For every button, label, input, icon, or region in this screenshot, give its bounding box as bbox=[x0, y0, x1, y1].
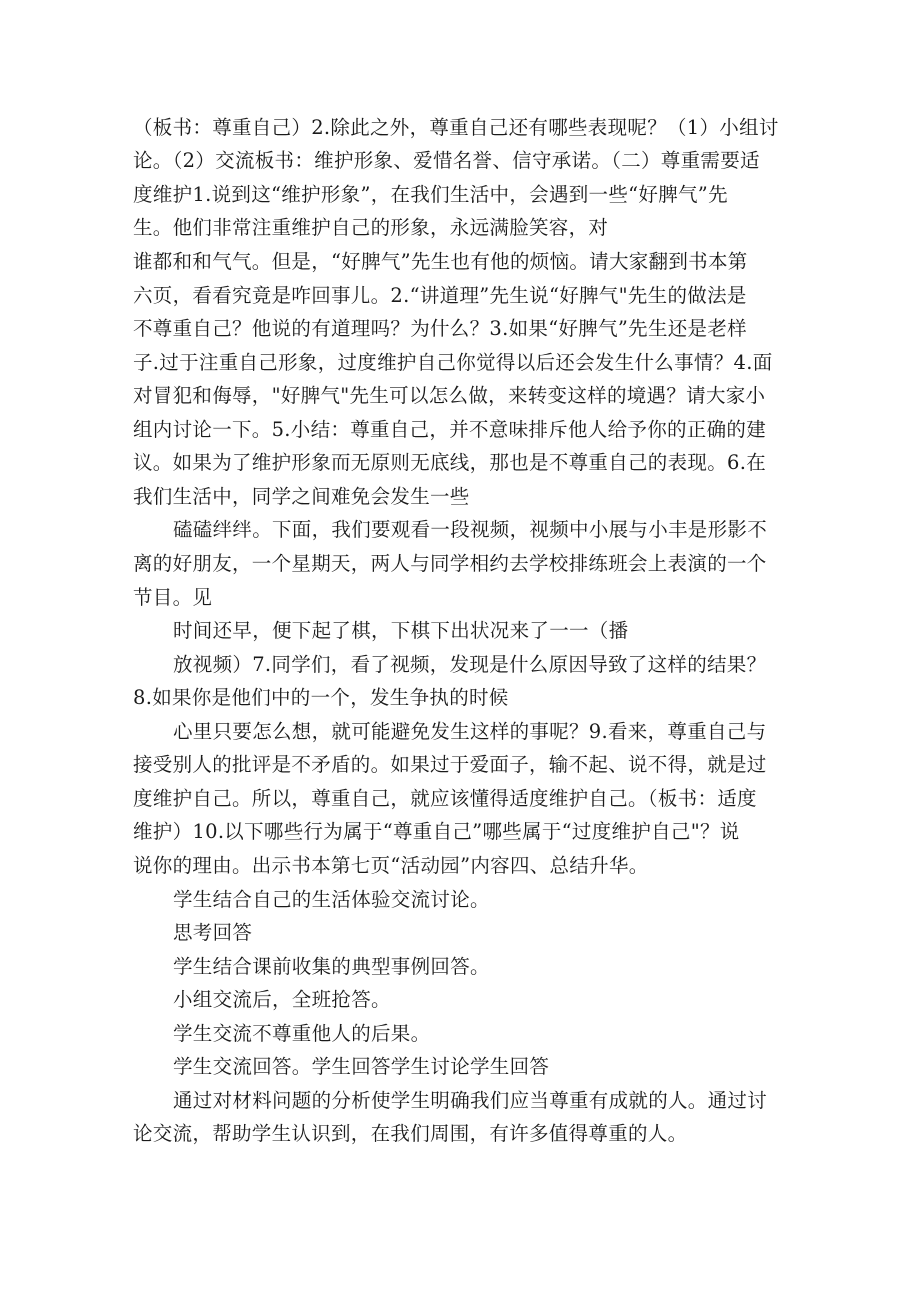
text-line: 放视频）7.同学们，看了视频，发现是什么原因导致了这样的结果？ bbox=[173, 653, 767, 676]
text-line: 通过对材料问题的分析使学生明确我们应当尊重有成就的人。通过讨 bbox=[173, 1089, 768, 1112]
text-line: 节目。见 bbox=[133, 586, 213, 609]
text-line: 小组交流后，全班抢答。 bbox=[173, 988, 391, 1011]
text-line: 时间还早，便下起了棋，下棋下出状况来了一一（播 bbox=[173, 619, 629, 642]
text-line: 我们生活中，同学之间难免会发生一些 bbox=[133, 485, 470, 508]
text-line: 论交流，帮助学生认识到，在我们周围，有许多值得尊重的人。 bbox=[133, 1122, 688, 1145]
text-line: 生。他们非常注重维护自己的形象，永远满脸笑容，对 bbox=[133, 216, 609, 239]
text-line: 学生结合自己的生活体验交流讨论。 bbox=[173, 888, 490, 911]
text-line: 议。如果为了维护形象而无原则无底线，那也是不尊重自己的表现。6.在 bbox=[133, 451, 767, 474]
text-line: 心里只要怎么想，就可能避免发生这样的事呢？9.看来，尊重自己与 bbox=[173, 720, 767, 743]
text-line: 维护）10.以下哪些行为属于“尊重自己”哪些属于“过度维护自己"？说 bbox=[133, 820, 740, 843]
text-line: 论。（2）交流板书：维护形象、爱惜名誉、信守承诺。（二）尊重需要适 bbox=[133, 149, 760, 172]
text-line: 离的好朋友，一个星期天，两人与同学相约去学校排练班会上表演的一个 bbox=[133, 552, 767, 575]
text-line: （板书：尊重自己）2.除此之外，尊重自己还有哪些表现呢？（1）小组讨 bbox=[133, 116, 779, 139]
text-line: 组内讨论一下。5.小结：尊重自己，并不意味排斥他人给予你的正确的建 bbox=[133, 418, 767, 441]
text-line: 学生结合课前收集的典型事例回答。 bbox=[173, 955, 490, 978]
text-line: 学生交流回答。学生回答学生讨论学生回答 bbox=[173, 1055, 550, 1078]
text-line: 子.过于注重自己形象，过度维护自己你觉得以后还会发生什么事情？4.面 bbox=[133, 351, 773, 374]
text-line: 学生交流不尊重他人的后果。 bbox=[173, 1022, 431, 1045]
text-line: 磕磕绊绊。下面，我们要观看一段视频，视频中小展与小丰是形影不 bbox=[173, 518, 768, 541]
text-line: 对冒犯和侮辱，"好脾气"先生可以怎么做，来转变这样的境遇？请大家小 bbox=[133, 384, 766, 407]
text-line: 说你的理由。出示书本第七页“活动园”内容四、总结升华。 bbox=[133, 854, 649, 877]
text-line: 谁都和和气气。但是，“好脾气”先生也有他的烦恼。请大家翻到书本第 bbox=[133, 250, 748, 273]
text-line: 度维护1.说到这“维护形象”，在我们生活中，会遇到一些“好脾气”先 bbox=[133, 183, 728, 206]
text-line: 8.如果你是他们中的一个，发生争执的时候 bbox=[133, 686, 509, 709]
text-line: 不尊重自己？他说的有道理吗？为什么？3.如果“好脾气”先生还是老样 bbox=[133, 317, 747, 340]
text-line: 度维护自己。所以，尊重自己，就应该懂得适度维护自己。（板书：适度 bbox=[133, 787, 757, 810]
text-line: 接受别人的批评是不矛盾的。如果过于爱面子，输不起、说不得，就是过 bbox=[133, 753, 767, 776]
text-line: 六页，看看究竟是咋回事儿。2.“讲道理”先生说“好脾气"先生的做法是 bbox=[133, 284, 747, 307]
text-line: 思考回答 bbox=[173, 921, 253, 944]
